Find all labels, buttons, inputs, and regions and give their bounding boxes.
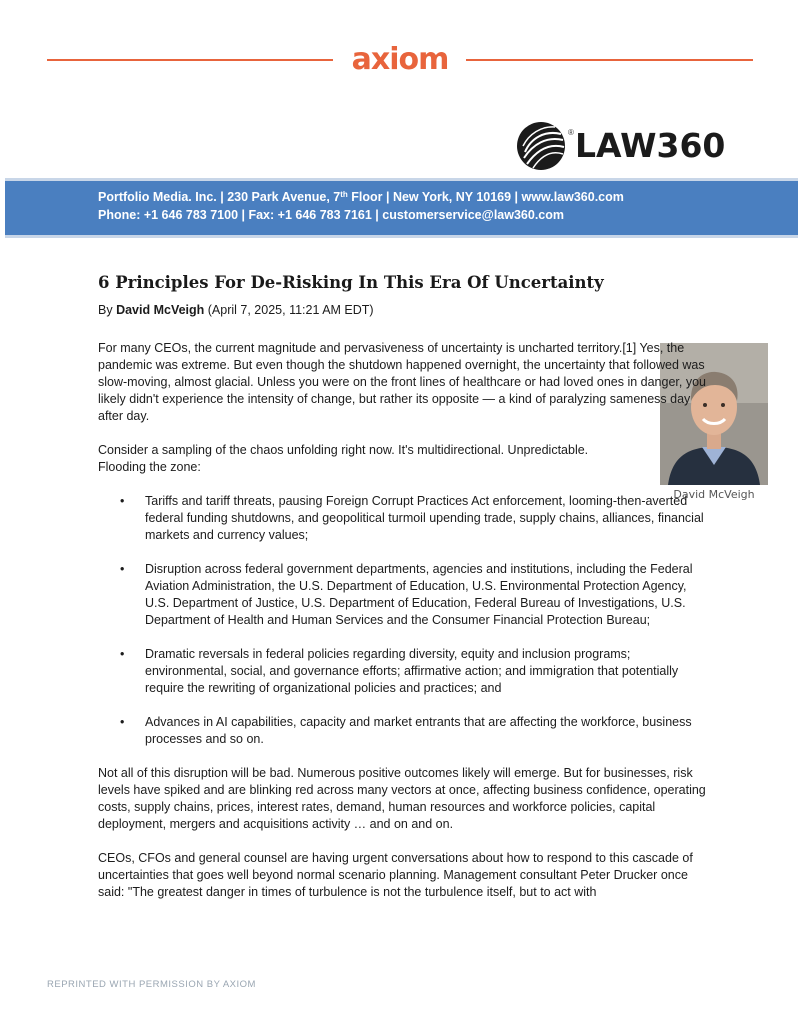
article-body	[98, 340, 710, 918]
byline-prefix: By	[98, 303, 117, 317]
banner-address-sup: th	[340, 190, 348, 199]
paragraph: Consider a sampling of the chaos unfolding right now. It's multidirectional. Unpredictable. Flooding the zone:	[98, 443, 589, 474]
bullet-icon: •	[120, 562, 125, 576]
bullet-icon: •	[120, 494, 125, 508]
contact-banner	[5, 178, 798, 238]
banner-address-line	[98, 190, 624, 204]
bullet-list	[98, 493, 710, 748]
article-title: 6 Principles For De-Risking In This Era Of Uncertainty	[98, 273, 604, 292]
bullet-icon: •	[120, 647, 125, 661]
banner-contact-line: Phone: +1 646 783 7100 | Fax: +1 646 783 7161 | customerservice@law360.com	[98, 208, 565, 222]
axiom-logo: axiom	[351, 42, 449, 77]
byline-author: David McVeigh	[116, 303, 205, 317]
law360-wordmark: LAW360	[575, 126, 726, 165]
law360-globe-icon	[515, 120, 567, 172]
article-byline	[98, 303, 374, 317]
header-rule-left	[47, 59, 333, 61]
law360-logo	[515, 120, 726, 172]
paragraph: For many CEOs, the current magnitude and pervasiveness of uncertainty is uncharted territory.[1] Yes, the pandemic was extreme. But even though the shutdown happened overnight, the uncertainty that followed was slow-moving, almost glacial. Unless you were on the front lines of healthcare or had loved ones in danger, you likely didn't experience the intensity of change, but rather its opposite — a kind of paralyzing sameness day after day.	[98, 341, 706, 423]
axiom-header	[0, 40, 800, 80]
header-rule-right	[466, 59, 753, 61]
list-item	[98, 493, 710, 544]
byline-date: (April 7, 2025, 11:21 AM EDT)	[204, 303, 374, 317]
footer-reprint-notice: REPRINTED WITH PERMISSION BY AXIOM	[47, 979, 256, 990]
photo-caption: David McVeigh	[673, 488, 755, 501]
list-item-text: Disruption across federal government departments, agencies and institutions, including the Federal Aviation Administration, the U.S. Department of Education, U.S. Environmental Protection Agency, U.S. Department of Justice, U.S. Department of Education, Federal Bureau of Investigations, U.S. Department of Health and Human Services and the Consumer Financial Protection Bureau;	[145, 562, 693, 627]
list-item	[98, 714, 710, 748]
list-item-text: Tariffs and tariff threats, pausing Foreign Corrupt Practices Act enforcement, looming-then-averted federal funding shutdowns, and geopolitical turmoil upending trade, supply chains, alliances, financial markets and currency values;	[145, 494, 704, 542]
list-item	[98, 646, 710, 697]
bullet-icon: •	[120, 715, 125, 729]
paragraph: Not all of this disruption will be bad. Numerous positive outcomes likely will emerge. But for businesses, risk levels have spiked and are blinking red across many vectors at once, affecting business confidence, operating costs, supply chains, prices, interest rates, demand, human resources and workforce policies, capital deployment, mergers and acquisitions activity … and on and on.	[98, 766, 706, 831]
registered-mark: ®	[568, 128, 574, 137]
list-item-text: Advances in AI capabilities, capacity and market entrants that are affecting the workforce, business processes and so on.	[145, 715, 692, 746]
list-item-text: Dramatic reversals in federal policies regarding diversity, equity and inclusion programs; environmental, social, and governance efforts; affirmative action; and immigration that potentially require the rewriting of organizational policies and practices; and	[145, 647, 679, 695]
banner-address-suffix: Floor | New York, NY 10169 | www.law360.com	[347, 190, 624, 204]
list-item	[98, 561, 710, 629]
paragraph: CEOs, CFOs and general counsel are having urgent conversations about how to respond to this cascade of uncertainties that goes well beyond normal scenario planning. Management consultant Peter Drucker once said: "The greatest danger in times of turbulence is not the turbulence itself, but to act with	[98, 851, 693, 899]
banner-address-prefix: Portfolio Media. Inc. | 230 Park Avenue, 7	[98, 190, 341, 204]
